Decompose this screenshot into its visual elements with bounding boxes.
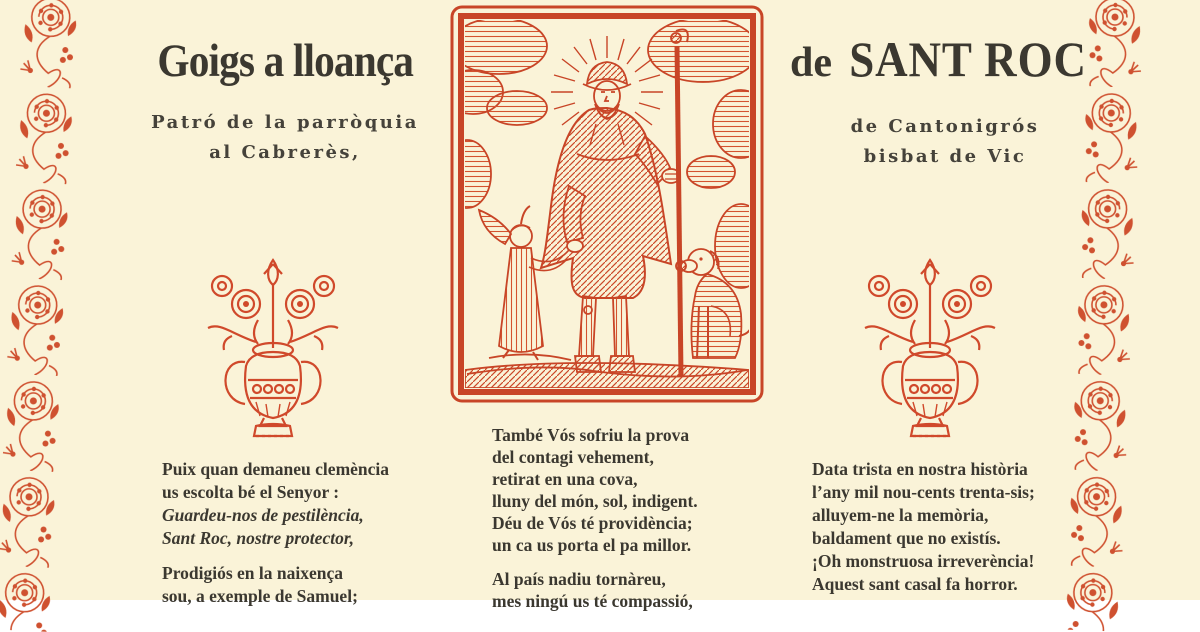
subtitle-right-line2: bisbat de Vic: [863, 146, 1027, 167]
stanza: [492, 568, 792, 612]
verse-line: alluyem-ne la memòria,: [812, 505, 989, 525]
verse-line: baldament que no existís.: [812, 528, 1001, 548]
title-left: [130, 34, 440, 88]
stanza: [492, 424, 792, 556]
verse-line: l’any mil nou-cents trenta-sis;: [812, 482, 1035, 502]
verse-line: Puix quan demaneu clemència: [162, 459, 390, 479]
verse-line: Guardeu-nos de pestilència,: [162, 505, 364, 525]
stanza: [162, 458, 472, 550]
subtitle-left-line1: Patró de la parròquia: [151, 112, 419, 133]
verse-line: lluny del món, sol, indigent.: [492, 491, 698, 511]
stanza: [162, 562, 472, 608]
verse-line: del contagi vehement,: [492, 447, 654, 467]
verse-line: retirat en una cova,: [492, 469, 638, 489]
floral-border-left-icon: [0, 0, 82, 632]
verse-line: Aquest sant casal fa horror.: [812, 574, 1018, 594]
title-right-name: SANT ROC: [849, 31, 1087, 87]
verse-line: un ca us porta el pa millor.: [492, 535, 692, 555]
poem-column-center: [492, 424, 792, 624]
subtitle-right: [790, 112, 1100, 172]
title-right: [790, 30, 1100, 88]
poem-column-right: [812, 458, 1132, 608]
flower-vase-right-icon: [855, 250, 1005, 446]
subtitle-left: [130, 108, 440, 168]
verse-line: Prodigiós en la naixença: [162, 563, 344, 583]
verse-line: ¡Oh monstruosa irreverència!: [812, 551, 1035, 571]
subtitle-right-line1: de Cantonigrós: [850, 116, 1040, 137]
verse-line: sou, a exemple de Samuel;: [162, 586, 358, 606]
stanza: [812, 458, 1132, 596]
flower-vase-left-icon: [198, 250, 348, 446]
sant-roc-woodcut-icon: [449, 4, 765, 404]
subtitle-left-line2: al Cabrerès,: [209, 142, 361, 163]
refrain: [162, 504, 472, 550]
verse-line: mes ningú us té compassió,: [492, 591, 693, 611]
verse-line: us escolta bé el Senyor :: [162, 482, 340, 502]
title-left-text: Goigs a lloança: [157, 35, 413, 87]
verse-line: Sant Roc, nostre protector,: [162, 528, 355, 548]
title-right-prefix: de: [790, 40, 832, 86]
verse-line: Data trista en nostra història: [812, 459, 1028, 479]
verse-line: Déu de Vós té providència;: [492, 513, 693, 533]
poem-column-left: [162, 458, 472, 620]
verse-line: També Vós sofriu la prova: [492, 425, 690, 445]
verse-line: Al país nadiu tornàreu,: [492, 569, 666, 589]
